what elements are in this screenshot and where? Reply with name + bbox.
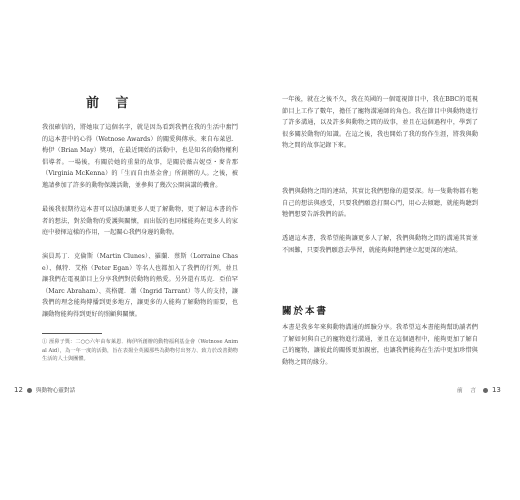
running-title: 前 言 xyxy=(457,388,479,394)
page-title: 前 言 xyxy=(86,96,135,111)
bullet-icon xyxy=(483,388,488,393)
body-paragraph-1: 我很確信的，將她取了這個名字，就是因為看到我們在我的生活中奮鬥的這本書中的心得（Wetnose Awards）的關愛與傳承。來自布萊恩．梅伊（Brian May）獎項，在最近開始的活動中，也是知名的動物權利倡導者。一場後，有關於她的重量的故事，是關於薇吉妮亞・麥肯那（Virginia McKenna）的「生而自由基金會」所創辦的人。之後，被邀請參加了許多的動物保護活動，並參與了幾次公開演講的機會。 xyxy=(42,124,238,189)
body-paragraph-4: 一年後，就在之後不久，我在英國的一個電視節目中，我在BBC的電視節目上工作了數年，擔任了寵物溝通師的角色。我在節目中與動物進行了許多溝通，以及許多與動物之間的故事，並且在這個過程中，學到了很多關於動物的知識。在這之後，我也開始了我的寫作生涯，將我與動物之間的故事記錄下來。 xyxy=(282,96,478,150)
page-footer-right xyxy=(457,386,501,394)
body-paragraph-3: 演員馬丁．克倫斯（Martin Clunes）、羅蘭．蔡斯（Lorraine Chase）、佩特．艾格（Peter Egan）等名人也都加入了我們的行列，並且讓我們在電視節目上分享我們對於動物的熱愛。另外還有馬克．亞伯罕（Marc Abraham）、英格麗．蕭（Ingrid Tarrant）等人的支持，讓我們的理念能夠傳播到更多地方，讓更多的人能夠了解動物的需要，也讓動物能夠得到更好的照顧與關懷。 xyxy=(42,253,238,318)
body-paragraph-6: 透過這本書，我希望能夠讓更多人了解，我們與動物之間的溝通其實並不困難，只要我們願意去學習，就能夠與牠們建立起更深的連結。 xyxy=(282,235,478,254)
page-number: 12 xyxy=(14,386,23,394)
bullet-icon xyxy=(27,388,32,393)
running-title: 與動物心靈對話 xyxy=(35,388,76,394)
right-page xyxy=(260,0,520,500)
section-heading: 關於本書 xyxy=(282,306,329,317)
body-paragraph-5: 我們與動物之間的連結，其實比我們想像的還要深。每一隻動物都有牠自己的想法與感受，只要我們願意打開心門，用心去傾聽，就能夠聽到牠們想要告訴我們的話。 xyxy=(282,188,478,219)
section-paragraph-1: 本書是我多年來與動物溝通的經驗分享。我希望這本書能夠幫助讀者們了解如何與自己的寵物進行溝通，並且在這個過程中，能夠更加了解自己的寵物，讓彼此的關係更加親密，也讓我們能夠在生活中更加珍惜與動物之間的緣分。 xyxy=(282,324,478,366)
page-number: 13 xyxy=(491,386,501,394)
footnote: ① 溼鼻子獎：二○○六年由布萊恩．梅伊所創辦的動物福利基金會（Wetnose Animal Aid），為一年一度的活動，旨在表揚全英國那些為動物付出努力、致力於改善動物生活的人士與團體。 xyxy=(42,339,238,363)
page-footer-left xyxy=(14,386,75,394)
footnote-divider xyxy=(42,333,102,334)
body-paragraph-2: 最後我很期待這本書可以協助讓更多人更了解動物，更了解這本書的作者的想法，對於動物的愛護與關懷，而出版的也同樣能夠在更多人的家庭中發揮這樣的作用，一起關心我們身邊的動物。 xyxy=(42,206,238,237)
